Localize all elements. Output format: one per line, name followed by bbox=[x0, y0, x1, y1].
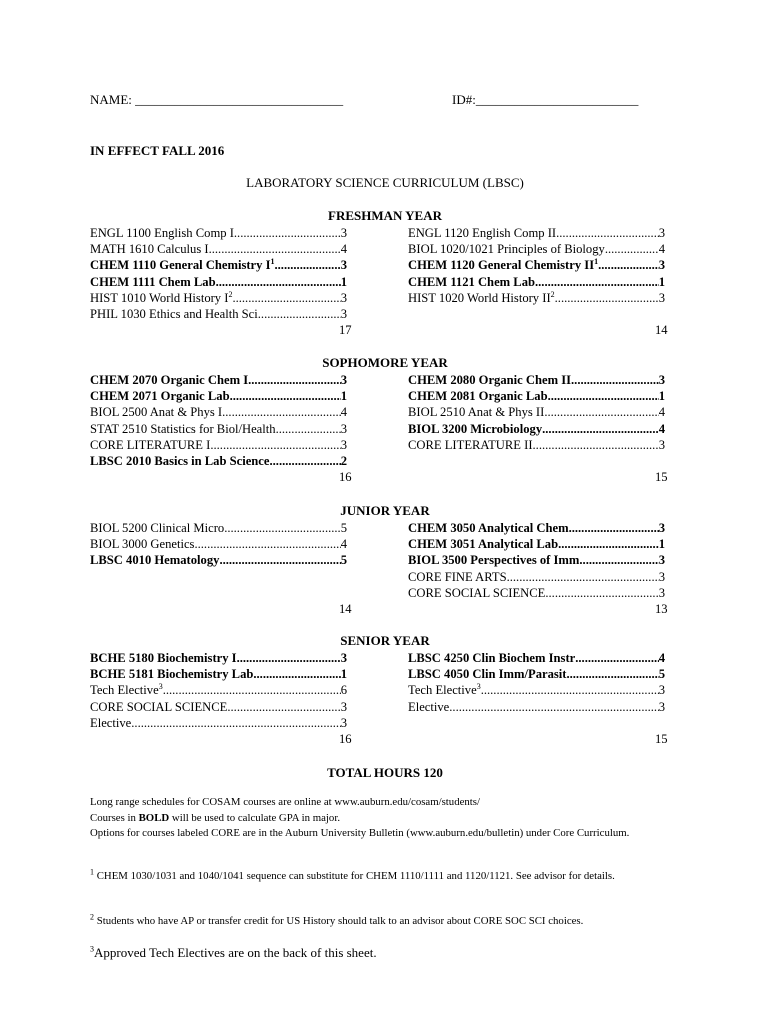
year-title: SOPHOMORE YEAR bbox=[322, 355, 448, 370]
course-name bbox=[90, 536, 194, 552]
year-title: FRESHMAN YEAR bbox=[328, 208, 442, 223]
course-row bbox=[90, 437, 347, 453]
course-row bbox=[90, 666, 347, 682]
dot-leader bbox=[583, 552, 659, 568]
semester-total-left: 16 bbox=[339, 469, 352, 484]
dot-leader bbox=[237, 650, 341, 666]
course-hours: 1 bbox=[340, 274, 347, 289]
course-name-text: LBSC 2010 Basics in Lab Science bbox=[90, 454, 270, 469]
course-name bbox=[408, 569, 507, 585]
course-name bbox=[90, 290, 232, 306]
course-hours: 4 bbox=[340, 405, 347, 420]
dot-leader bbox=[248, 372, 341, 388]
dot-leader bbox=[558, 536, 659, 552]
course-name-text: LBSC 4010 Hematology bbox=[90, 553, 220, 568]
course-name bbox=[90, 274, 216, 290]
total-hours: TOTAL HOURS 120 bbox=[327, 765, 443, 780]
course-hours: 3 bbox=[340, 650, 347, 665]
dot-leader bbox=[555, 290, 659, 306]
course-hours: 3 bbox=[340, 258, 347, 273]
course-row bbox=[408, 552, 665, 568]
course-column-left bbox=[90, 520, 347, 569]
dot-leader bbox=[533, 437, 659, 453]
course-row bbox=[90, 552, 347, 568]
footnote-3-text: Approved Tech Electives are on the back of this sheet. bbox=[94, 945, 377, 960]
note-schedules: Long range schedules for COSAM courses are online at www.auburn.edu/cosam/students/ bbox=[90, 796, 480, 808]
course-name-text: ENGL 1100 English Comp I bbox=[90, 225, 234, 240]
course-row bbox=[408, 520, 665, 536]
course-hours: 3 bbox=[340, 716, 347, 731]
course-hours: 3 bbox=[658, 372, 665, 387]
footnote-3 bbox=[90, 945, 680, 961]
course-hours: 3 bbox=[340, 421, 347, 436]
course-name bbox=[90, 552, 219, 568]
course-hours: 3 bbox=[340, 225, 347, 240]
dot-leader bbox=[232, 290, 340, 306]
footnote-1 bbox=[90, 869, 680, 885]
footnote-2-text: Students who have AP or transfer credit for US History should talk to an advisor about CORE SOC SCI choices. bbox=[96, 915, 584, 927]
course-name bbox=[408, 388, 548, 404]
dot-leader bbox=[566, 666, 658, 682]
course-name-text: BIOL 2510 Anat & Phys II bbox=[408, 405, 545, 420]
course-hours: 4 bbox=[340, 536, 347, 551]
dot-leader bbox=[276, 421, 341, 437]
year-title: JUNIOR YEAR bbox=[340, 503, 430, 518]
course-name bbox=[408, 699, 449, 715]
course-row bbox=[90, 699, 347, 715]
course-name-text: CHEM 2081 Organic Lab bbox=[408, 388, 548, 403]
course-name bbox=[90, 388, 230, 404]
course-name-text: BCHE 5180 Biochemistry I bbox=[90, 650, 237, 665]
dot-leader bbox=[535, 274, 659, 290]
dot-leader bbox=[258, 306, 341, 322]
effective-date: IN EFFECT FALL 2016 bbox=[90, 143, 225, 158]
course-hours: 1 bbox=[340, 666, 347, 681]
dot-leader bbox=[222, 404, 341, 420]
course-name bbox=[408, 372, 571, 388]
course-column-right bbox=[408, 372, 665, 454]
course-name-text: HIST 1020 World History II bbox=[408, 291, 551, 306]
dot-leader bbox=[598, 257, 659, 273]
footnote-3-mark: 3 bbox=[90, 944, 94, 954]
course-name bbox=[90, 241, 209, 257]
course-name bbox=[90, 257, 275, 273]
course-row bbox=[408, 536, 665, 552]
dot-leader bbox=[163, 682, 341, 698]
dot-leader bbox=[548, 388, 659, 404]
course-name-text: ENGL 1120 English Comp II bbox=[408, 225, 557, 240]
course-name-text: CORE FINE ARTS bbox=[408, 569, 507, 584]
course-name-text: PHIL 1030 Ethics and Health Sci bbox=[90, 307, 258, 322]
course-hours: 3 bbox=[340, 699, 347, 714]
dot-leader bbox=[507, 569, 659, 585]
footnote-marker: 2 bbox=[228, 289, 233, 299]
footnote-marker: 3 bbox=[158, 682, 163, 692]
course-hours: 2 bbox=[340, 454, 347, 469]
course-name bbox=[408, 520, 569, 536]
course-name bbox=[408, 290, 555, 306]
semester-total-left: 16 bbox=[339, 731, 352, 746]
course-name-text: Tech Elective bbox=[408, 683, 477, 698]
footnote-1-text: CHEM 1030/1031 and 1040/1041 sequence can substitute for CHEM 1110/1111 and 1120/1121. See advisor for details. bbox=[96, 870, 615, 882]
course-row bbox=[90, 715, 347, 731]
course-column-left bbox=[90, 650, 347, 732]
course-hours: 5 bbox=[340, 553, 347, 568]
course-name bbox=[90, 682, 163, 698]
dot-leader bbox=[275, 257, 341, 273]
course-row bbox=[408, 274, 665, 290]
page-title: LABORATORY SCIENCE CURRICULUM (LBSC) bbox=[246, 175, 524, 190]
dot-leader bbox=[569, 520, 659, 536]
course-name bbox=[90, 650, 237, 666]
course-hours: 3 bbox=[658, 699, 665, 714]
course-row bbox=[408, 290, 665, 306]
course-name bbox=[90, 372, 248, 388]
course-row bbox=[408, 666, 665, 682]
id-field-label: ID#:_________________________ bbox=[452, 92, 639, 107]
footnote-marker: 1 bbox=[270, 257, 275, 267]
course-name bbox=[90, 225, 234, 241]
footnote-1-mark: 1 bbox=[90, 867, 94, 877]
footnote-marker: 2 bbox=[550, 289, 555, 299]
year-title: SENIOR YEAR bbox=[340, 633, 430, 648]
course-name-text: BIOL 1020/1021 Principles of Biology bbox=[408, 241, 605, 256]
course-name bbox=[408, 225, 556, 241]
semester-total-right: 15 bbox=[655, 469, 668, 484]
course-row bbox=[408, 569, 665, 585]
course-name-text: MATH 1610 Calculus I bbox=[90, 241, 209, 256]
course-name bbox=[408, 241, 605, 257]
course-row bbox=[90, 241, 347, 257]
course-name bbox=[408, 274, 535, 290]
course-name-text: BIOL 5200 Clinical Micro bbox=[90, 520, 225, 535]
course-row bbox=[408, 388, 665, 404]
course-column-right bbox=[408, 225, 665, 307]
course-name bbox=[408, 650, 575, 666]
course-row bbox=[408, 372, 665, 388]
dot-leader bbox=[194, 536, 340, 552]
course-name bbox=[408, 585, 545, 601]
dot-leader bbox=[575, 650, 658, 666]
footnote-2-mark: 2 bbox=[90, 912, 94, 922]
note-core-options: Options for courses labeled CORE are in the Auburn University Bulletin (www.auburn.edu/bulletin) under Core Curriculum. bbox=[90, 827, 630, 839]
footnote-marker: 3 bbox=[476, 682, 481, 692]
course-row bbox=[90, 453, 347, 469]
dot-leader bbox=[545, 585, 658, 601]
course-column-left bbox=[90, 225, 347, 323]
notes-block bbox=[90, 795, 680, 842]
semester-total-left: 17 bbox=[339, 322, 352, 337]
course-hours: 6 bbox=[340, 683, 347, 698]
course-hours: 3 bbox=[340, 307, 347, 322]
course-name-text: CHEM 1110 General Chemistry I bbox=[90, 258, 271, 273]
semester-total-right: 14 bbox=[655, 322, 668, 337]
course-name-text: Elective bbox=[408, 699, 450, 714]
course-hours: 3 bbox=[658, 683, 665, 698]
course-hours: 3 bbox=[340, 372, 347, 387]
course-name bbox=[90, 404, 222, 420]
course-column-right bbox=[408, 520, 665, 602]
footnote-marker: 1 bbox=[594, 257, 599, 267]
course-name bbox=[408, 536, 558, 552]
course-name bbox=[90, 437, 210, 453]
dot-leader bbox=[605, 241, 659, 257]
course-name-text: CHEM 1120 General Chemistry II bbox=[408, 258, 595, 273]
course-row bbox=[90, 225, 347, 241]
course-row bbox=[408, 682, 665, 698]
course-name bbox=[408, 552, 583, 568]
dot-leader bbox=[556, 225, 659, 241]
course-row bbox=[90, 421, 347, 437]
dot-leader bbox=[230, 388, 341, 404]
dot-leader bbox=[219, 552, 340, 568]
course-name-text: LBSC 4050 Clin Imm/Parasit bbox=[408, 666, 567, 681]
course-hours: 3 bbox=[340, 438, 347, 453]
note-bold-word: BOLD bbox=[138, 811, 170, 824]
dot-leader bbox=[542, 421, 659, 437]
course-row bbox=[408, 650, 665, 666]
course-hours: 3 bbox=[658, 553, 665, 568]
course-name bbox=[408, 682, 481, 698]
course-row bbox=[408, 225, 665, 241]
course-name-text: BCHE 5181 Biochemistry Lab bbox=[90, 666, 254, 681]
course-row bbox=[90, 520, 347, 536]
footnote-2 bbox=[90, 914, 680, 930]
course-name bbox=[90, 715, 131, 731]
course-hours: 3 bbox=[658, 258, 665, 273]
course-hours: 3 bbox=[658, 520, 665, 535]
course-hours: 1 bbox=[340, 388, 347, 403]
course-hours: 5 bbox=[340, 520, 347, 535]
course-hours: 1 bbox=[658, 274, 665, 289]
course-row bbox=[408, 699, 665, 715]
semester-total-left: 14 bbox=[339, 601, 352, 616]
name-field-label: NAME: ________________________________ bbox=[90, 92, 344, 107]
course-hours: 3 bbox=[658, 569, 665, 584]
course-row bbox=[90, 650, 347, 666]
course-hours: 4 bbox=[340, 241, 347, 256]
dot-leader bbox=[209, 241, 341, 257]
course-row bbox=[90, 372, 347, 388]
course-name bbox=[90, 306, 258, 322]
course-name bbox=[408, 666, 566, 682]
note-bold-gpa bbox=[90, 811, 680, 827]
course-hours: 4 bbox=[658, 405, 665, 420]
course-name-text: CHEM 2080 Organic Chem II bbox=[408, 372, 572, 387]
course-name-text: CORE LITERATURE II bbox=[408, 438, 533, 453]
course-hours: 3 bbox=[658, 225, 665, 240]
course-row bbox=[408, 404, 665, 420]
course-hours: 1 bbox=[658, 388, 665, 403]
course-hours: 3 bbox=[340, 291, 347, 306]
dot-leader bbox=[131, 715, 340, 731]
note-bold-post: will be used to calculate GPA in major. bbox=[169, 811, 341, 824]
dot-leader bbox=[224, 520, 341, 536]
course-name bbox=[90, 666, 253, 682]
note-bold-pre: Courses in bbox=[90, 811, 139, 824]
course-row bbox=[90, 257, 347, 273]
course-row bbox=[408, 241, 665, 257]
course-hours: 3 bbox=[658, 586, 665, 601]
dot-leader bbox=[571, 372, 659, 388]
course-row bbox=[90, 290, 347, 306]
course-row bbox=[90, 388, 347, 404]
course-name-text: BIOL 3000 Genetics bbox=[90, 536, 195, 551]
course-row bbox=[90, 306, 347, 322]
course-hours: 4 bbox=[658, 421, 665, 436]
course-name-text: CHEM 1121 Chem Lab bbox=[408, 274, 535, 289]
course-name bbox=[408, 257, 598, 273]
dot-leader bbox=[481, 682, 659, 698]
course-row bbox=[90, 274, 347, 290]
course-name-text: Tech Elective bbox=[90, 683, 159, 698]
semester-total-right: 13 bbox=[655, 601, 668, 616]
course-name-text: CORE SOCIAL SCIENCE bbox=[90, 699, 228, 714]
course-name-text: CHEM 2070 Organic Chem I bbox=[90, 372, 249, 387]
course-name-text: CHEM 3050 Analytical Chem bbox=[408, 520, 569, 535]
course-name-text: CHEM 3051 Analytical Lab bbox=[408, 536, 559, 551]
course-column-left bbox=[90, 372, 347, 470]
course-name bbox=[90, 453, 270, 469]
dot-leader bbox=[270, 453, 341, 469]
course-name-text: BIOL 3500 Perspectives of Imm. bbox=[408, 553, 583, 568]
course-row bbox=[408, 257, 665, 273]
dot-leader bbox=[227, 699, 340, 715]
dot-leader bbox=[210, 437, 340, 453]
course-row bbox=[90, 536, 347, 552]
dot-leader bbox=[253, 666, 340, 682]
course-name bbox=[90, 421, 276, 437]
course-row bbox=[408, 585, 665, 601]
dot-leader bbox=[449, 699, 658, 715]
course-name bbox=[408, 437, 533, 453]
course-name bbox=[90, 520, 224, 536]
dot-leader bbox=[216, 274, 341, 290]
course-name-text: BIOL 2500 Anat & Phys I bbox=[90, 405, 223, 420]
course-name bbox=[408, 421, 542, 437]
course-name-text: CORE SOCIAL SCIENCE bbox=[408, 586, 546, 601]
dot-leader bbox=[544, 404, 658, 420]
course-hours: 4 bbox=[658, 241, 665, 256]
course-hours: 4 bbox=[658, 650, 665, 665]
course-hours: 1 bbox=[658, 536, 665, 551]
course-name-text: CORE LITERATURE I bbox=[90, 438, 211, 453]
course-row bbox=[90, 404, 347, 420]
course-name-text: BIOL 3200 Microbiology bbox=[408, 421, 543, 436]
course-name-text: Elective bbox=[90, 716, 132, 731]
course-hours: 3 bbox=[658, 291, 665, 306]
course-name-text: HIST 1010 World History I bbox=[90, 291, 229, 306]
course-row bbox=[408, 437, 665, 453]
dot-leader bbox=[234, 225, 341, 241]
course-name bbox=[90, 699, 227, 715]
course-column-right bbox=[408, 650, 665, 716]
course-name-text: STAT 2510 Statistics for Biol/Health bbox=[90, 421, 276, 436]
course-row bbox=[408, 421, 665, 437]
semester-total-right: 15 bbox=[655, 731, 668, 746]
course-hours: 3 bbox=[658, 438, 665, 453]
course-name-text: LBSC 4250 Clin Biochem Instr bbox=[408, 650, 576, 665]
course-name-text: CHEM 1111 Chem Lab bbox=[90, 274, 216, 289]
course-hours: 5 bbox=[658, 666, 665, 681]
course-name-text: CHEM 2071 Organic Lab bbox=[90, 388, 230, 403]
course-row bbox=[90, 682, 347, 698]
course-name bbox=[408, 404, 544, 420]
